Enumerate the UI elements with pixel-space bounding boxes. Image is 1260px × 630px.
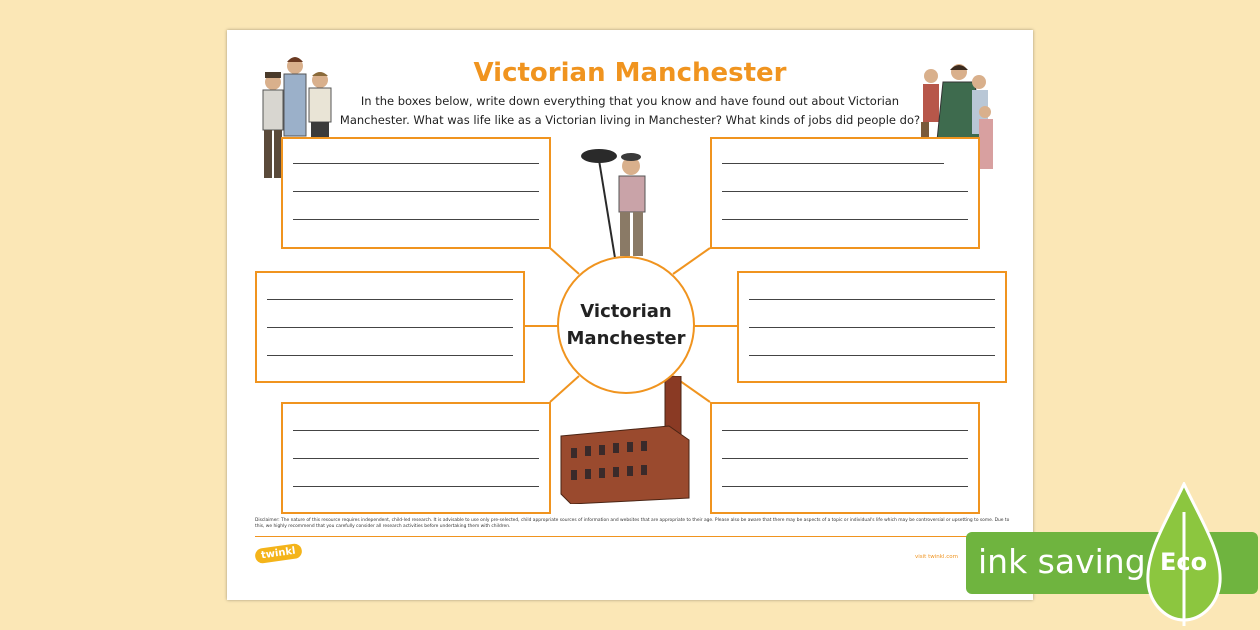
writing-line — [293, 430, 539, 431]
writing-line — [267, 355, 513, 356]
writing-line — [293, 163, 539, 164]
writing-line — [749, 299, 995, 300]
writing-line — [722, 486, 968, 487]
disclaimer-text: Disclaimer: The nature of this resource requires independent, child-led research. It is advisable to use only pre-selected, child appropriate sources of information and websites that are appropriate to their age. Please also be aware that there may be aspects of a topic or individual's life which may be controversial or upsetting to some. Due to this, we highly recommend that you carefully consider all research activities before undertaking them with children. — [255, 518, 1010, 530]
eco-badge-text: ink saving — [978, 542, 1146, 581]
writing-line — [267, 327, 513, 328]
writing-box-top-right[interactable] — [710, 137, 980, 249]
writing-line — [722, 163, 944, 164]
writing-box-middle-left[interactable] — [255, 271, 525, 383]
writing-line — [722, 458, 968, 459]
eco-badge-label: Eco — [1160, 548, 1208, 576]
twinkl-logo: twinkl — [254, 543, 302, 564]
writing-line — [293, 191, 539, 192]
writing-line — [722, 430, 968, 431]
mill-building-illustration — [557, 376, 697, 504]
instructions-text: In the boxes below, write down everything that you know and have found out about Victorian Manchester. What was life like as a Victorian living in Manchester? What kinds of jobs did people do? — [339, 94, 921, 127]
writing-line — [722, 191, 968, 192]
writing-line — [749, 355, 995, 356]
chimney-sweep-illustration — [577, 146, 657, 260]
writing-line — [293, 486, 539, 487]
page-title: Victorian Manchester — [473, 58, 787, 88]
writing-box-bottom-left[interactable] — [281, 402, 551, 514]
footer-url[interactable]: visit twinkl.com — [915, 554, 958, 560]
footer-divider — [255, 536, 1007, 537]
writing-box-top-left[interactable] — [281, 137, 551, 249]
writing-box-middle-right[interactable] — [737, 271, 1007, 383]
writing-box-bottom-right[interactable] — [710, 402, 980, 514]
center-topic-circle — [557, 256, 695, 394]
writing-line — [267, 299, 513, 300]
writing-line — [293, 219, 539, 220]
worksheet-page — [227, 30, 1033, 600]
writing-line — [749, 327, 995, 328]
center-topic-label: Victorian Manchester — [566, 301, 686, 349]
writing-line — [722, 219, 968, 220]
writing-line — [293, 458, 539, 459]
